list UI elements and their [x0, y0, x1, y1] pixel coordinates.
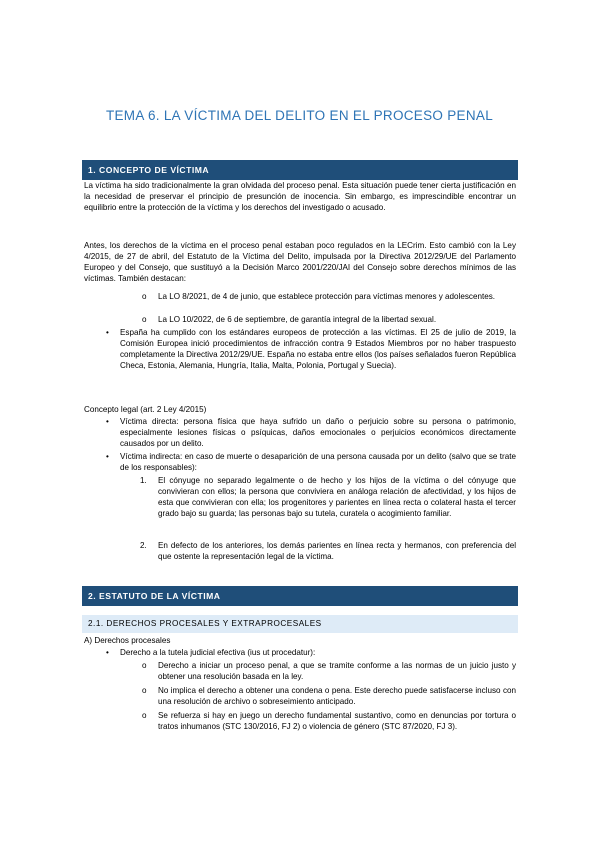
- document-title: TEMA 6. LA VÍCTIMA DEL DELITO EN EL PROCESO PENAL: [105, 108, 494, 123]
- circle-bullet: o: [142, 292, 147, 301]
- list-item-espana: España ha cumplido con los estándares europeos de protección a las víctimas. El 25 de julio de 2019, la Comisión Europea inició procedimientos de infracción contra 9 Estados Miembros por no haber traspuesto completamente la Directiva 2012/29/UE. España no estaba entre ellos (los países señalados fueron República Checa, Estonia, Alemania, Hungría, Italia, Malta, Polonia, Portugal y Suecia).: [120, 328, 516, 370]
- list-item-se-refuerza: Se refuerza si hay en juego un derecho fundamental sustantivo, como en denuncias por tortura o tratos inhumanos (STC 130/2016, FJ 2) o violencia de género (STC 87/2020, FJ 3).: [158, 711, 516, 731]
- numbered-label-1: 1.: [140, 476, 147, 485]
- paragraph-intro: La víctima ha sido tradicionalmente la gran olvidada del proceso penal. Esta situación puede tener cierta justificación en la necesidad de preservar el principio de presunción de inocencia. Sin embargo, es imprescindible encontrar un equilibrio entre la protección de la víctima y los derechos del investigado o acusado.: [84, 181, 516, 212]
- numbered-label-2: 2.: [140, 541, 147, 550]
- list-item-victima-directa: Víctima directa: persona física que haya sufrido un daño o perjuicio sobre su persona o patrimonio, especialmente lesiones físicas o psíquicas, daños emocionales o perjuicios económicos directamente causados por un delito.: [120, 417, 516, 448]
- list-item-victima-indirecta: Víctima indirecta: en caso de muerte o desaparición de una persona causada por un delito (salvo que se trate de los responsables):: [120, 452, 516, 472]
- list-item-tutela: Derecho a la tutela judicial efectiva (ius ut procedatur):: [120, 648, 316, 657]
- bullet-dot: •: [106, 648, 109, 657]
- derechos-procesales-label: A) Derechos procesales: [84, 636, 171, 645]
- subsection-heading-derechos: 2.1. DERECHOS PROCESALES Y EXTRAPROCESALES: [82, 615, 518, 633]
- numbered-item-1: El cónyuge no separado legalmente o de hecho y los hijos de la víctima o del cónyuge que convivieran con ellos; la persona que conviviera en análoga relación de afectividad, y los hijos de esta que convivieran con ella; los progenitores y parientes en línea recta o colateral hasta el tercer grado bajo su guarda; las personas bajo su tutela, curatela o acogimiento familiar.: [158, 476, 516, 518]
- circle-bullet: o: [142, 315, 147, 324]
- list-item-lo-10-2022: La LO 10/2022, de 6 de septiembre, de garantía integral de la libertad sexual.: [158, 315, 437, 324]
- section-heading-estatuto: 2. ESTATUTO DE LA VÍCTIMA: [82, 586, 518, 606]
- bullet-dot: •: [106, 417, 109, 426]
- bullet-dot: •: [106, 328, 109, 337]
- list-item-no-implica: No implica el derecho a obtener una condena o pena. Este derecho puede satisfacerse incluso con una resolución de archivo o sobreseimiento anticipado.: [158, 686, 516, 706]
- list-item-derecho-iniciar: Derecho a iniciar un proceso penal, a que se tramite conforme a las normas de un juicio justo y obtener una resolución basada en la ley.: [158, 661, 516, 681]
- numbered-item-2: En defecto de los anteriores, los demás parientes en línea recta y hermanos, con preferencia del que ostente la representación legal de la víctima.: [158, 541, 516, 561]
- circle-bullet: o: [142, 661, 147, 670]
- paragraph-antes: Antes, los derechos de la víctima en el proceso penal estaban poco regulados en la LECrim. Esto cambió con la Ley 4/2015, de 27 de abril, del Estatuto de la Víctima del Delito, impulsada por la Directiva 2012/29/UE del Parlamento Europeo y del Consejo, que sustituyó a la Decisión Marco 2001/220/JAI del Consejo sobre derechos mínimos de las víctimas. También destacan:: [84, 241, 516, 283]
- section-heading-concepto: 1. CONCEPTO DE VÍCTIMA: [82, 160, 518, 180]
- concepto-legal-label: Concepto legal (art. 2 Ley 4/2015): [84, 405, 207, 414]
- circle-bullet: o: [142, 711, 147, 720]
- bullet-dot: •: [106, 452, 109, 461]
- circle-bullet: o: [142, 686, 147, 695]
- list-item-lo-8-2021: La LO 8/2021, de 4 de junio, que establece protección para víctimas menores y adolescentes.: [158, 292, 495, 301]
